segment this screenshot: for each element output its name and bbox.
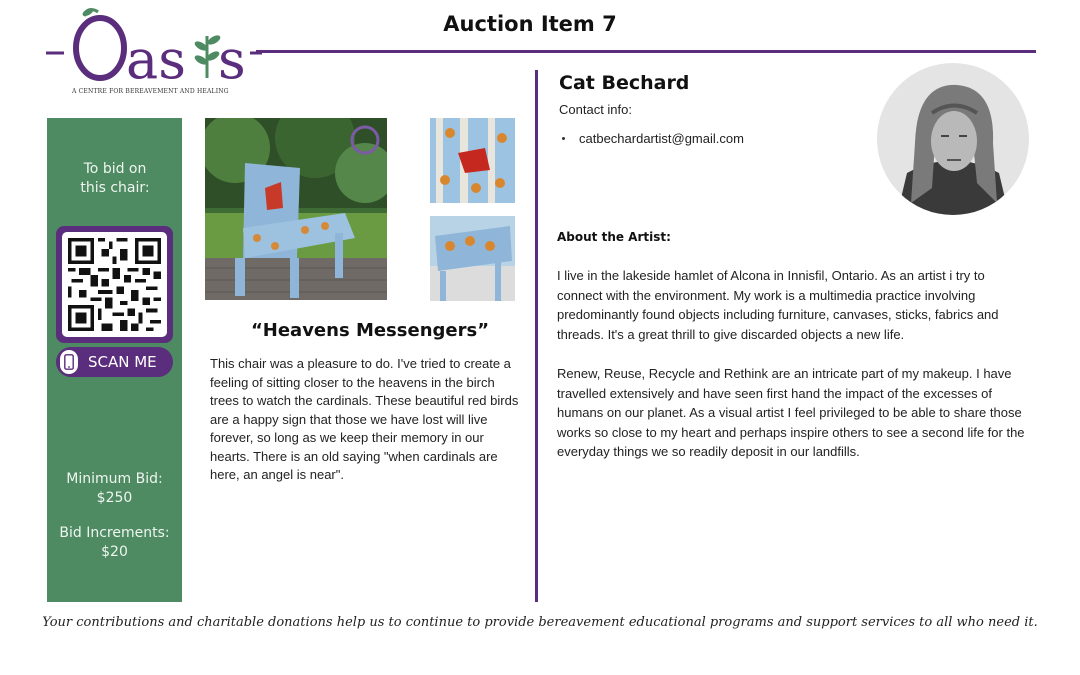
chair-photo-main <box>205 118 387 300</box>
about-artist-heading: About the Artist: <box>557 230 671 244</box>
qr-code-frame[interactable] <box>56 226 173 343</box>
header-divider <box>256 50 1036 53</box>
chair-detail-photo-top <box>430 118 515 203</box>
contact-item <box>559 131 744 146</box>
minimum-bid-label: Minimum Bid: <box>66 471 163 487</box>
bid-sidebar <box>47 118 182 602</box>
chair-detail-photo-bottom <box>430 216 515 301</box>
contact-list <box>559 131 744 146</box>
bid-increment-label: Bid Increments: <box>59 525 170 541</box>
column-divider <box>535 70 538 602</box>
logo-tagline: A CENTRE FOR BEREAVEMENT AND HEALING <box>72 88 229 95</box>
minimum-bid-value: $250 <box>96 490 133 506</box>
bid-prompt: To bid on this chair: <box>80 161 150 196</box>
scan-me-button[interactable] <box>56 347 173 377</box>
qr-code-icon <box>68 238 161 331</box>
artist-email[interactable]: catbechardartist@gmail.com <box>579 131 744 146</box>
scan-me-label: SCAN ME <box>88 353 157 371</box>
artist-bio-paragraph: I live in the lakeside hamlet of Alcona in Innisfil, Ontario. As an artist i try to connect with the environment. My work is a multimedia practice involving predominantly found objects including furniture, canvases, sticks, fabrics and threads. It's a great thrill to give discarded objects a new life. <box>557 268 999 342</box>
artist-name: Cat Bechard <box>559 72 690 94</box>
page-title: Auction Item 7 <box>443 12 617 36</box>
bullet-icon <box>562 137 565 140</box>
item-title: “Heavens Messengers” <box>250 320 490 341</box>
bid-increment-value: $20 <box>101 544 128 560</box>
item-description: This chair was a pleasure to do. I've tried to create a feeling of sitting closer to the heavens in the birch trees to watch the cardinals. These beautiful red birds are a happy sign that those we have lost will live forever, so long as we keep their memory in our hearts. There is an old saying "when cardinals are here, an angel is near". <box>210 356 519 482</box>
qr-code[interactable] <box>62 232 167 337</box>
contact-label: Contact info: <box>559 102 632 117</box>
artist-portrait <box>877 63 1029 215</box>
oasis-logo <box>44 6 264 98</box>
svg-text:as: as <box>126 28 186 91</box>
phone-icon <box>60 350 78 374</box>
footer-note: Your contributions and charitable donations help us to continue to provide bereavement educational programs and support services to all who need it. <box>42 615 1038 630</box>
artist-bio-paragraph: Renew, Reuse, Recycle and Rethink are an intricate part of my makeup. I have travelled extensively and have seen first hand the impact of the excesses of humans on our planet. As a visual artist I feel privileged to be able to share those works so close to my heart and perhaps inspire others to see a second life for the everyday things we so readily deposit in our landfills. <box>557 366 1025 459</box>
svg-text:s: s <box>218 28 246 91</box>
